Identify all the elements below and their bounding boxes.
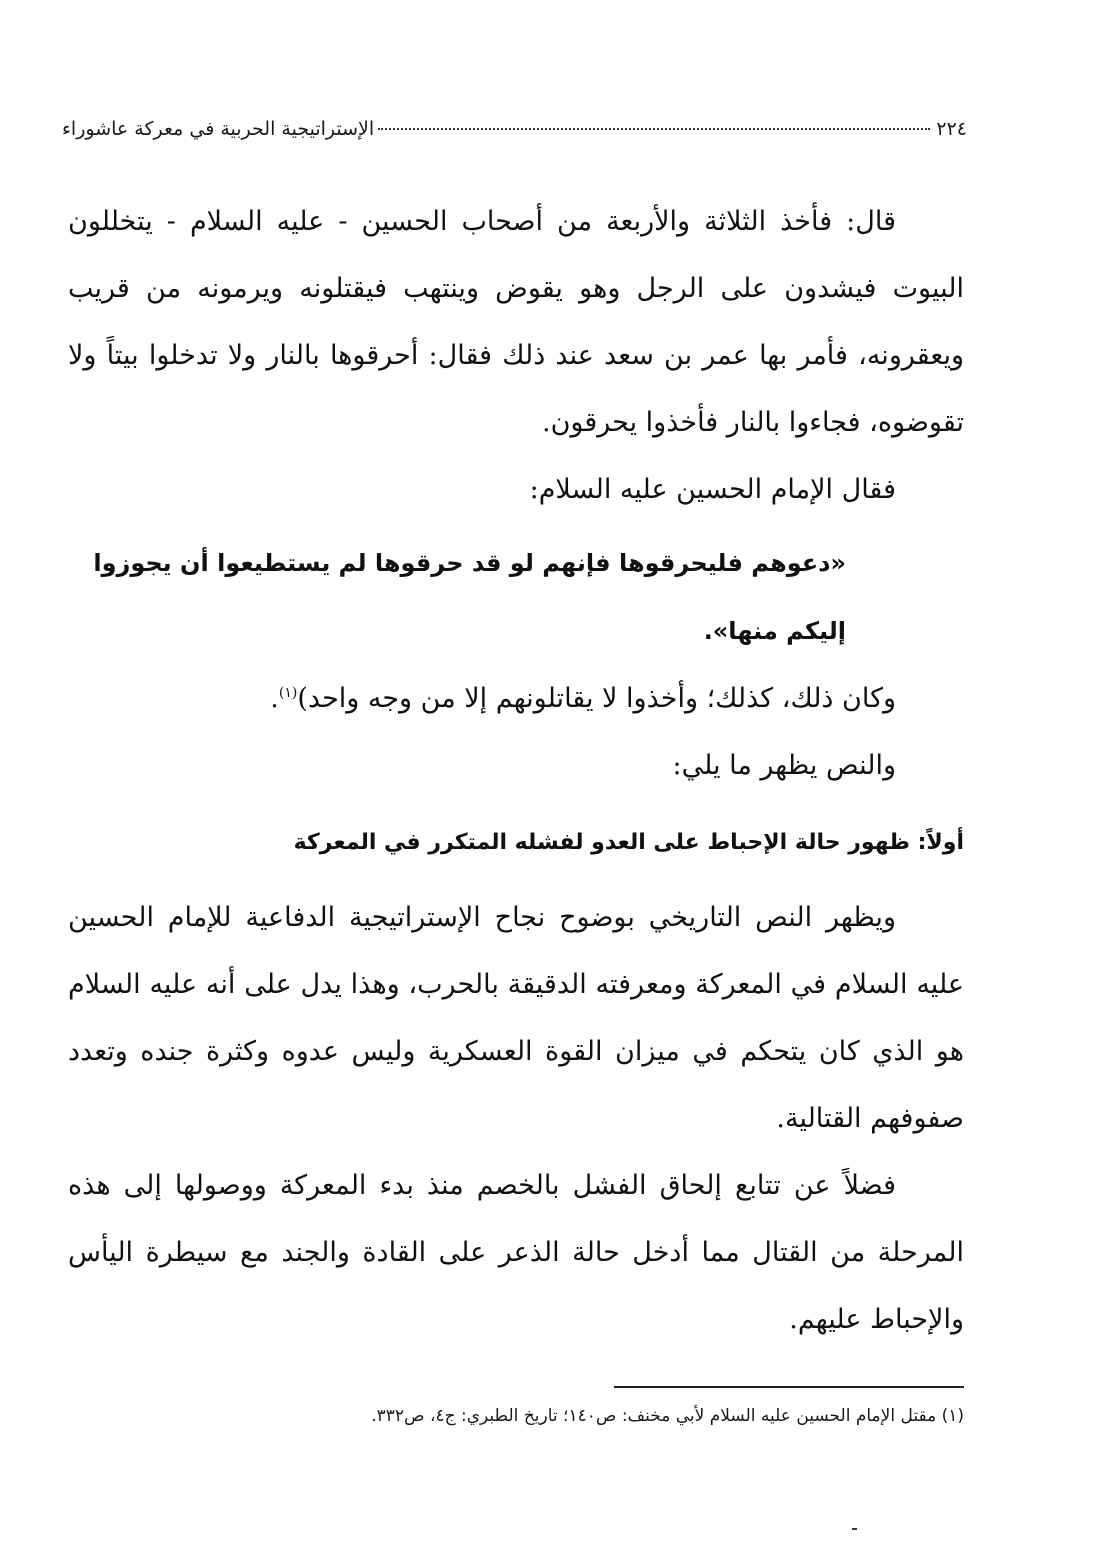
running-header bbox=[62, 118, 967, 152]
quotation: «دعوهم فليحرقوها فإنهم لو قد حرقوها لم يستطيعوا أن يجوزوا إليكم منها». bbox=[93, 549, 846, 645]
page-number: ٢٢٤ bbox=[936, 118, 967, 140]
paragraph-2: فقال الإمام الحسين عليه السلام: bbox=[529, 474, 896, 505]
body-text bbox=[68, 188, 964, 1353]
paragraph-5: ويظهر النص التاريخي بوضوح نجاح الإستراتيجية الدفاعية للإمام الحسين عليه السلام في المعركة ومعرفته الدقيقة بالحرب، وهذا يدل على أنه عليه السلام هو الذي كان يتحكم في ميزان القوة العسكرية وليس عدوه وكثرة جنده وتعدد صفوفهم القتالية. bbox=[68, 902, 964, 1134]
paragraph-6: فضلاً عن تتابع إلحاق الفشل بالخصم منذ بدء المعركة ووصولها إلى هذه المرحلة من القتال مما أدخل حالة الذعر على القادة والجند مع سيطرة اليأس والإحباط عليهم. bbox=[68, 1170, 964, 1335]
paragraph-3-end: . bbox=[270, 683, 279, 714]
book-title: الإستراتيجية الحربية في معركة عاشوراء bbox=[62, 118, 375, 140]
footnote: (١) مقتل الإمام الحسين عليه السلام لأبي مخنف: ص١٤٠؛ تاريخ الطبري: ج٤، ص٣٣٢. bbox=[371, 1406, 964, 1426]
footnote-divider bbox=[614, 1386, 964, 1388]
page-speck bbox=[852, 1528, 857, 1530]
header-leader-dots bbox=[378, 128, 930, 130]
paragraph-3 bbox=[68, 665, 896, 732]
footnote-reference: (١) bbox=[278, 685, 298, 701]
paragraph-4: والنص يظهر ما يلي: bbox=[672, 750, 896, 781]
section-heading: أولاً: ظهور حالة الإحباط على العدو لفشله المتكرر في المعركة bbox=[293, 830, 964, 855]
paragraph-3-text: وكان ذلك، كذلك؛ وأخذوا لا يقاتلونهم إلا من وجه واحد) bbox=[297, 683, 896, 714]
paragraph-1: قال: فأخذ الثلاثة والأربعة من أصحاب الحسين - عليه السلام - يتخللون البيوت فيشدون على الرجل وهو يقوض وينتهب فيقتلونه ويرمونه من قريب ويعقرونه، فأمر بها عمر بن سعد عند ذلك فقال: أحرقوها بالنار ولا تدخلوا بيتاً ولا تقوضوه، فجاءوا بالنار فأخذوا يحرقون. bbox=[68, 206, 964, 438]
